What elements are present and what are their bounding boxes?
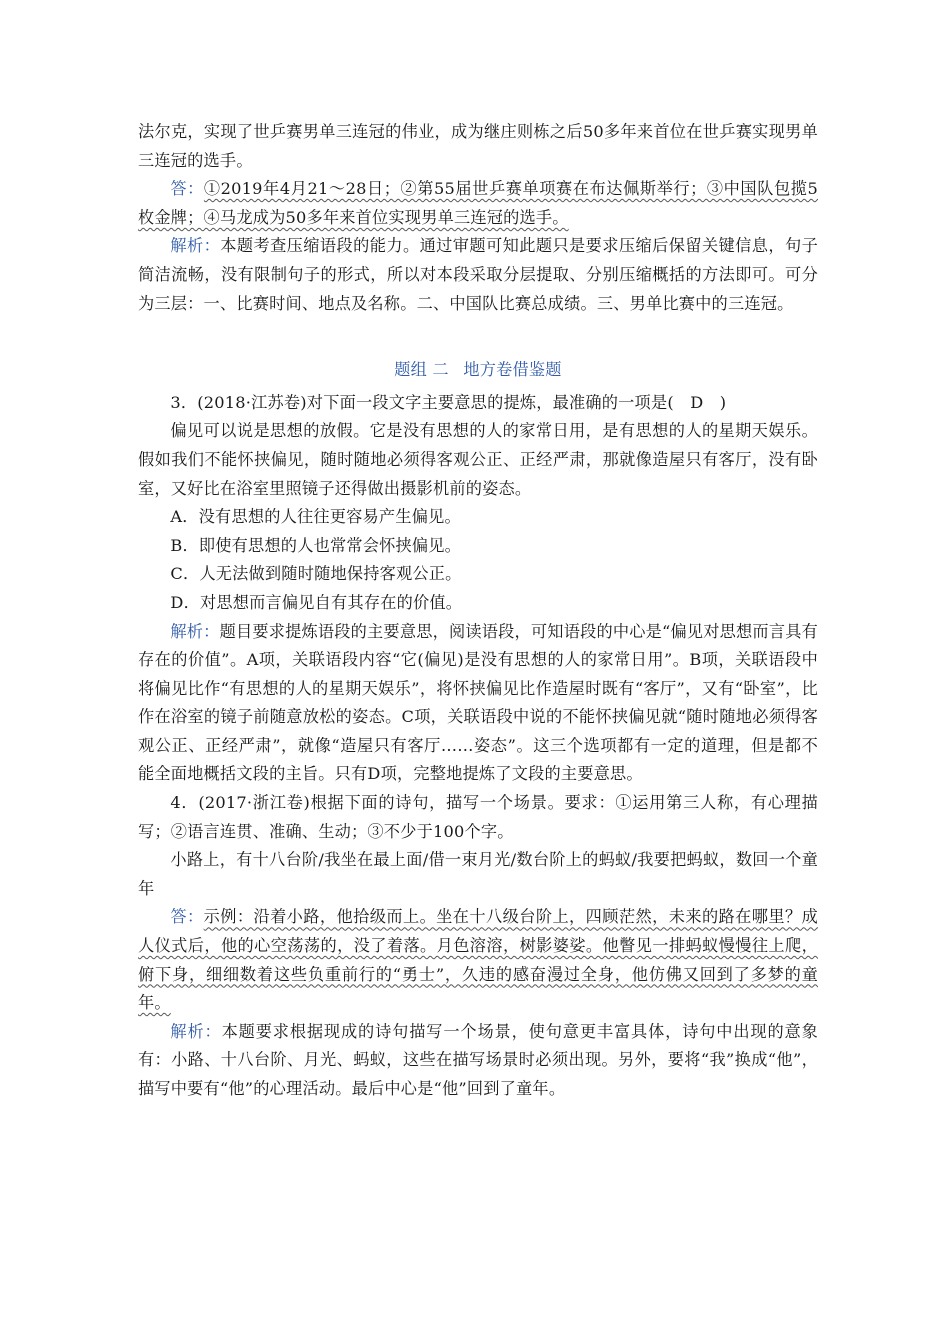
question-2-analysis [138, 232, 818, 318]
question-4-poem: 小路上，有十八台阶/我坐在最上面/借一束月光/数台阶上的蚂蚁/我要把蚂蚁，数回一个童年 [138, 850, 818, 898]
question-4-stem: 4．(2017·浙江卷)根据下面的诗句，描写一个场景。要求：①运用第三人称，有心理描写；②语言连贯、准确、生动；③不少于100个字。 [138, 793, 818, 841]
section-heading-title: 地方卷借鉴题 [463, 360, 562, 380]
analysis-text: 题目要求提炼语段的主要意思，阅读语段，可知语段的中心是“偏见对思想而言具有存在的价值”。A项，关联语段内容“它(偏见)是没有思想的人的家常日用”。B项，关联语段中将偏见比作“有思想的人的星期天娱乐”，将怀挟偏见比作造屋时既有“客厅”，又有“卧室”，比作在浴室的镜子前随意放松的姿态。C项，关联语段中说的不能怀挟偏见就“随时随地必须得客观公正、正经严肃”，就像“造屋只有客厅……姿态”。这三个选项都有一定的道理，但是都不能全面地概括文段的主旨。只有D项，完整地提炼了文段的主要意思。 [138, 621, 818, 784]
question-2-tail: 法尔克，实现了世乒赛男单三连冠的伟业，成为继庄则栋之后50多年来首位在世乒赛实现男单三连冠的选手。 [138, 122, 818, 170]
option-b: B．即使有思想的人也常常会怀挟偏见。 [170, 535, 462, 555]
question-2-answer [138, 175, 818, 232]
answer-label: 答： [170, 907, 204, 927]
analysis-label: 解析： [170, 1021, 222, 1041]
document-body [138, 118, 818, 1104]
question-4-answer [138, 903, 818, 1017]
analysis-label: 解析： [170, 236, 221, 256]
answer-text: 示例：沿着小路，他拾级而上。坐在十八级台阶上，四顾茫然，未来的路在哪里？成人仪式后，他的心空荡荡的，没了着落。月色溶溶，树影婆娑。他瞥见一排蚂蚁慢慢往上爬，俯下身，细细数着这些负重前行的“勇士”，久违的感奋漫过全身，他仿佛又回到了多梦的童年。 [138, 907, 818, 1013]
answer-label: 答： [170, 179, 204, 199]
option-c: C．人无法做到随时随地保持客观公正。 [170, 564, 462, 584]
section-heading-group: 题组 二 [394, 360, 449, 380]
analysis-text: 本题要求根据现成的诗句描写一个场景，使句意更丰富具体，诗句中出现的意象有：小路、十八台阶、月光、蚂蚁，这些在描写场景时必须出现。另外，要将“我”换成“他”，描写中要有“他”的心理活动。最后中心是“他”回到了童年。 [138, 1021, 818, 1098]
section-heading [138, 356, 818, 385]
analysis-label: 解析： [170, 621, 220, 641]
option-a: A．没有思想的人往往更容易产生偏见。 [170, 507, 461, 527]
question-3-passage: 偏见可以说是思想的放假。它是没有思想的人的家常日用，是有思想的人的星期天娱乐。假如我们不能怀挟偏见，随时随地必须得客观公正、正经严肃，那就像造屋只有客厅，没有卧室，又好比在浴室里照镜子还得做出摄影机前的姿态。 [138, 421, 818, 498]
answer-text: ①2019年4月21～28日；②第55届世乒赛单项赛在布达佩斯举行；③中国队包揽5枚金牌；④马龙成为50多年来首位实现男单三连冠的选手。 [138, 179, 818, 227]
question-3-stem: 3．(2018·江苏卷)对下面一段文字主要意思的提炼，最准确的一项是( D ) [170, 392, 727, 412]
question-4-analysis [138, 1018, 818, 1104]
analysis-text: 本题考查压缩语段的能力。通过审题可知此题只是要求压缩后保留关键信息，句子简洁流畅，没有限制句子的形式，所以对本段采取分层提取、分别压缩概括的方法即可。可分为三层：一、比赛时间、地点及名称。二、中国队比赛总成绩。三、男单比赛中的三连冠。 [138, 236, 818, 313]
option-d: D．对思想而言偏见自有其存在的价值。 [170, 592, 463, 612]
question-3-analysis [138, 618, 818, 790]
